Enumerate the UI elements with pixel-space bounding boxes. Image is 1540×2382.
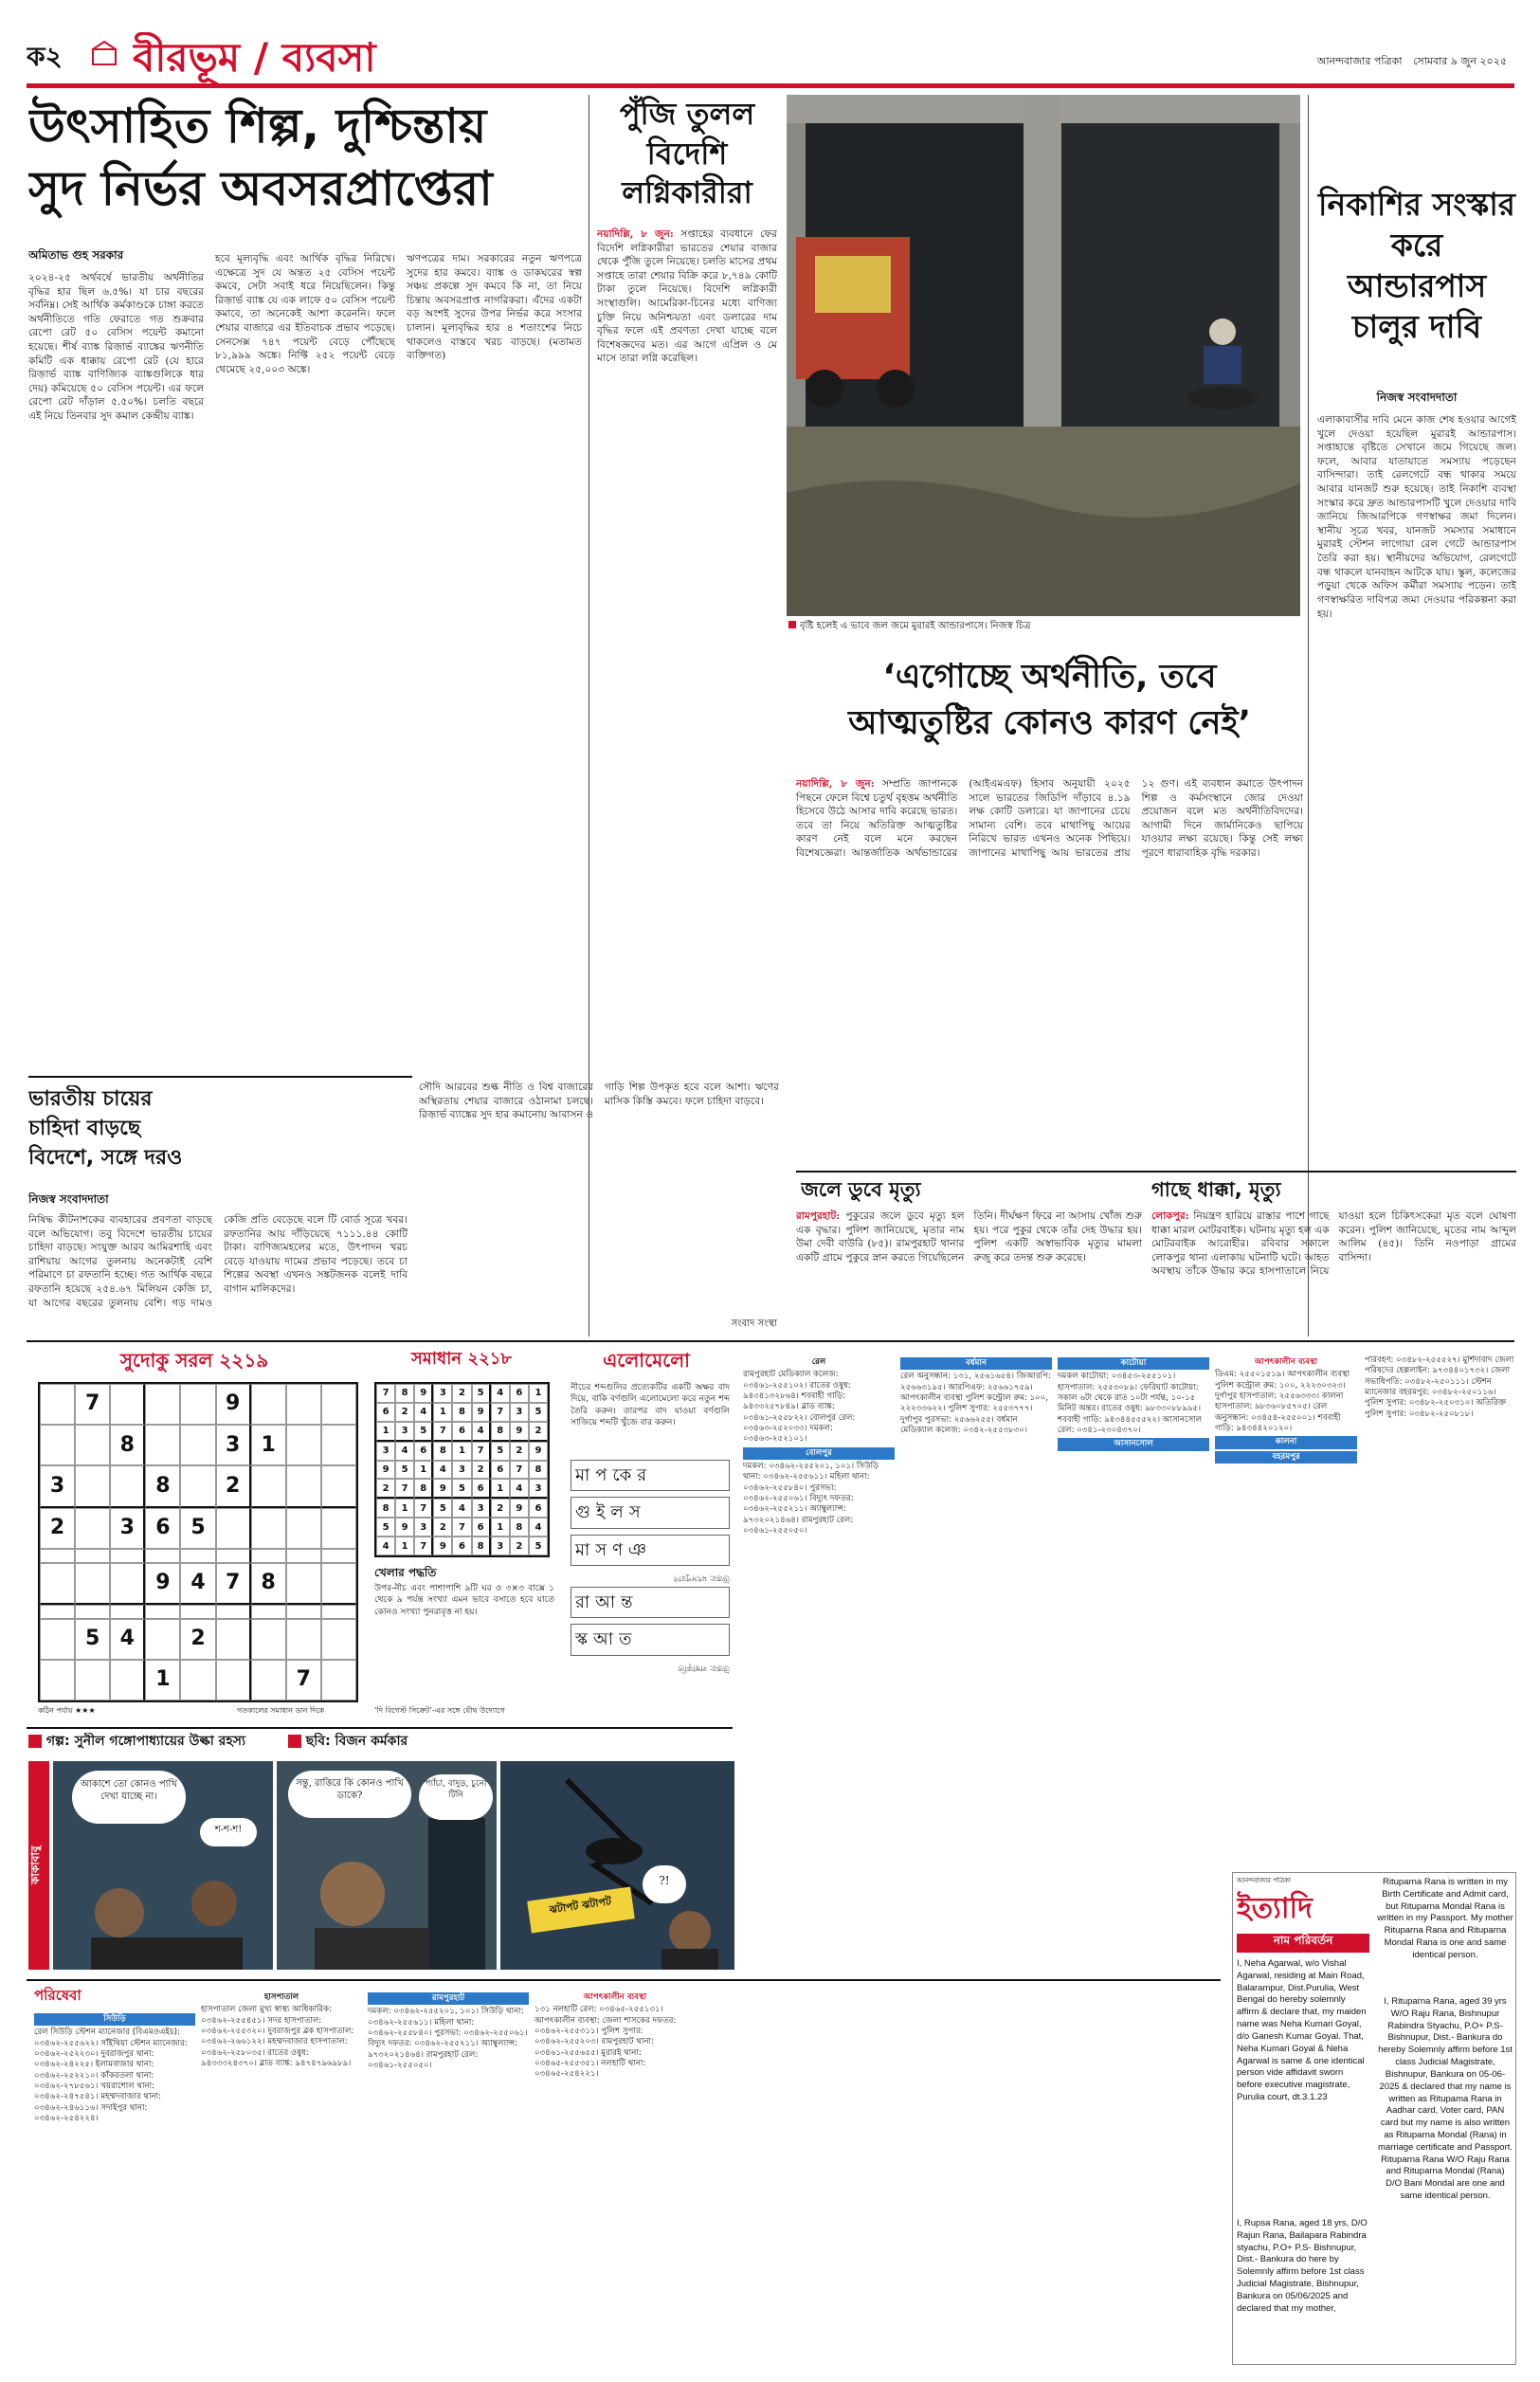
directory-col-b (201, 1991, 362, 2362)
tea-headline-line1: ভারতীয় চায়ের (28, 1087, 153, 1111)
city-header: কালনা (1215, 1436, 1357, 1448)
sudoku-cell[interactable] (40, 1660, 75, 1700)
solution-cell: 9 (433, 1536, 452, 1555)
sudoku-cell[interactable] (321, 1660, 356, 1700)
sudoku-cell[interactable] (110, 1384, 145, 1425)
ad-notice-4: I, Rituparna Rana, aged 39 yrs W/O Raju Rana, Bishnupur Rabindra Styachu, P.O+ P.S- Bishnupur, Dist.- Bankura do hereby Solemnly affirm before 1st class Judicial Magistrate, Bishnupur, Bankura on 05-06-2025 & declared that my name is written as Ritupama Rana in Aadhar card, Voter card, PAN card but my name is also written as Rituparna Mondal (Rana) in marriage certificate and Passport. Rituparna Rana W/O Raju Rana and Rituparna Mondal (Rana) D/O Bani Mondal are one and same identical person. (1377, 1996, 1513, 2201)
solution-cell: 3 (433, 1384, 452, 1403)
solution-cell: 7 (376, 1384, 395, 1403)
sudoku-cell[interactable]: 5 (75, 1619, 110, 1660)
foreign-headline: পুঁজি তুলল বিদেশি লগ্নিকারীরা (619, 96, 755, 211)
solution-cell: 8 (433, 1442, 452, 1461)
sudoku-cell[interactable] (180, 1465, 215, 1507)
drown-body (796, 1209, 1142, 1333)
comic-side-label: কাকাবাবু (28, 1761, 49, 1970)
rules-title: খেলার পদ্ধতি (374, 1566, 437, 1579)
sudoku-cell[interactable] (321, 1508, 356, 1549)
sudoku-cell[interactable] (180, 1425, 215, 1465)
economy-dateline: নয়াদিল্লি, ৮ জুন: (796, 778, 875, 790)
solution-cell: 2 (472, 1461, 491, 1480)
sudoku-cell[interactable]: 2 (216, 1465, 251, 1507)
speech-bubble: ?! (643, 1865, 686, 1903)
sudoku-cell[interactable] (286, 1425, 321, 1465)
sudoku-cell[interactable] (216, 1619, 251, 1660)
sudoku-cell[interactable]: 3 (40, 1465, 75, 1507)
solution-cell: 7 (414, 1499, 433, 1518)
solution-cell: 2 (491, 1499, 510, 1518)
solution-cell: 3 (452, 1461, 471, 1480)
drown-text: পুকুরের জলে ডুবে মৃত্যু হল এক বৃদ্ধার। পুলিশ জানিয়েছে, মৃতার নাম উমা দেবী বাউরি (৮৫)। রামপুরহাট থানার একটি গ্রামে পুকুরে স্নান করতে গিয়েছিলেন তিনি। দীর্ঘক্ষণ ফিরে না আসায় খোঁজ শুরু হয়। পরে পুকুর থেকে তাঁর দেহ উদ্ধার হয়। পুলিশ একটি অস্বাভাবিক মৃত্যুর মামলা রুজু করে তদন্ত শুরু করেছে। (796, 1210, 1142, 1264)
sudoku-cell[interactable]: 3 (110, 1508, 145, 1549)
sudoku-cell[interactable] (286, 1465, 321, 1507)
solution-cell: 1 (491, 1518, 510, 1536)
economy-headline-line2: আত্মতুষ্টির কোনও কারণ নেই’ (848, 704, 1251, 742)
tea-credit: সংবাদ সংস্থা (731, 1318, 777, 1329)
solution-cell: 9 (376, 1461, 395, 1480)
header-rule (27, 83, 1514, 88)
lead-headline-line2: সুদ নির্ভর অবসরপ্রাপ্তেরা (28, 161, 493, 216)
paper-name: আনন্দবাজার পত্রিকা (1316, 55, 1403, 67)
sudoku-cell[interactable] (321, 1549, 356, 1563)
directory-col-d (534, 1991, 696, 2362)
elomelo-instructions: নীচের শব্দগুলির প্রত্যেকটির একটি অক্ষর বাদ দিয়ে, বাকি বর্ণগুলি এলোমেলো করে নতুন শব্দ তৈরি করুন। তারপর বাদ যাওয়া বর্ণগুলি সাজিয়ে শব্দটি খুঁজে বার করুন। (571, 1383, 730, 1428)
ad-paper-name: আনন্দবাজার পত্রিকা (1237, 1877, 1292, 1884)
rbi-body: সৌদি আরবের শুল্ক নীতি ও বিশ্ব বাজারের অস্থিরতায় শেয়ার বাজারে ওঠানামা চলছে। রিজ়ার্ভ ব্যাঙ্কের সুদ হার কমানোয় আবাসন ও গাড়ি শিল্প উপকৃত হবে বলে আশা। ঋণের মাসিক কিস্তি কমবে। ফলে চাহিদা বাড়বে। (419, 1082, 779, 1121)
solution-cell: 8 (529, 1461, 548, 1480)
foreign-dateline: নয়াদিল্লি, ৮ জুন: (597, 228, 674, 240)
solution-cell: 2 (376, 1479, 395, 1499)
sudoku-cell[interactable] (75, 1549, 110, 1563)
tea-rule (28, 1076, 412, 1078)
tea-headline (28, 1085, 232, 1185)
sudoku-cell[interactable]: 8 (145, 1465, 180, 1507)
directory-text: রামপুরহাট মেডিক্যাল কলেজ: ০৩৪৬১-২৫৫১০২। রাতের ওষুধ: ৯৪৩৪১৩২৮৬৪। শববাহী গাড়ি: ৯৪৩৩২৫৭৮৪৯। ব্লাড ব্যাঙ্ক: ০৩৪৬১-২৫৫৮২২। বোলপুর রেল: ০৩৪৬৩-২৫২০৩৩। দমকল: ০৩৪৬৩-২৫২১০১। (743, 1370, 856, 1445)
solution-grid (374, 1382, 550, 1557)
sudoku-cell[interactable] (180, 1660, 215, 1700)
solution-cell: 1 (414, 1461, 433, 1480)
solution-cell: 9 (433, 1479, 452, 1499)
solution-cell: 4 (395, 1442, 414, 1461)
sudoku-cell[interactable] (286, 1605, 321, 1619)
solution-cell: 6 (510, 1384, 529, 1403)
solution-cell: 4 (414, 1403, 433, 1422)
solution-cell: 4 (452, 1499, 471, 1518)
sudoku-cell[interactable]: 8 (110, 1425, 145, 1465)
sudoku-cell[interactable] (286, 1563, 321, 1605)
sudoku-cell[interactable] (286, 1384, 321, 1425)
section-rule (27, 1340, 1514, 1342)
sudoku-cell[interactable] (251, 1384, 286, 1425)
sudoku-cell[interactable]: 7 (286, 1660, 321, 1700)
speech-bubble: প্যাঁচা, বাদুড়, চুনো টিনি (419, 1774, 493, 1820)
sudoku-cell[interactable] (180, 1384, 215, 1425)
sudoku-difficulty: কঠিন পর্যায় ★★★ (38, 1706, 96, 1715)
sound-effect: ঝটাপট ঝটাপট (527, 1887, 635, 1934)
section-label: রেল (811, 1357, 826, 1367)
solution-cell: 6 (472, 1518, 491, 1536)
directory-text: ১৩১ নলহাটি রেল: ০৩৪৬৫-২৫৫১৩১। আপৎকালীন ব্যবস্থা: জেলা শাসকের দফতর: ০৩৪৬২-২৫৫৩১১। পুলিশ সুপার: ০৩৪৬২-২৫৫২০৩। রামপুরহাট থানা: ০৩৪৬১-২৫৫৬৫৫। মুরারই থানা: ০৩৪৬৫-২৫৫৩৫১। নলহাটি থানা: ০৩৪৬৫-২৫৪২২১। (534, 2005, 677, 2080)
solution-cell: 4 (376, 1536, 395, 1555)
solution-cell: 6 (452, 1536, 471, 1555)
sudoku-cell[interactable] (40, 1549, 75, 1563)
sudoku-cell[interactable] (251, 1465, 286, 1507)
page-number: ক২ (27, 41, 63, 72)
sudoku-cell[interactable] (251, 1508, 286, 1549)
solution-cell: 3 (376, 1442, 395, 1461)
solution-cell: 3 (395, 1422, 414, 1442)
tea-headline-line2: চাহিদা বাড়ছে (28, 1116, 141, 1140)
sudoku-grid[interactable] (38, 1382, 358, 1702)
directory-col-e (743, 1355, 895, 2362)
directory-text: হাসপাতাল জেলা মুখ্য স্বাস্থ্য আধিকারিক: ০৩৪৬২-২৫৫৪৫১। সদর হাসপাতাল: ০৩৪৬২-২৫৫৩২০। দুবরাজপুর ব্লক হাসপাতাল: ০৩৪৬২-২৬৬১২২। মহম্মদবাজার হাসপাতাল: ০৩৪৬২-২৫৮০৩৫। রাতের ওষুধ: ৯৪৩৩৩২৪৩৭০। ব্লাড ব্যাঙ্ক: ৯৪৭৪৭৯৬৯৮৯। (201, 2005, 354, 2069)
solution-cell: 6 (376, 1403, 395, 1422)
solution-cell: 8 (491, 1422, 510, 1442)
elomelo-row: রাআন্ত (571, 1587, 730, 1618)
solution-cell: 7 (472, 1442, 491, 1461)
sudoku-credit: ‘দি বিগেস্ট সিক্রেট’-এর সঙ্গে যৌথ উদ্যোগে (374, 1706, 505, 1715)
elomelo-answer: উত্তর: লম্বাকৃতি (678, 1663, 730, 1673)
solution-cell: 6 (472, 1479, 491, 1499)
solution-cell: 5 (376, 1518, 395, 1536)
directory-col-g (1058, 1355, 1209, 2362)
directory-col-c (368, 1991, 529, 2362)
sudoku-cell[interactable] (75, 1563, 110, 1605)
city-header: আসানসোল (1058, 1438, 1209, 1450)
sudoku-cell[interactable] (110, 1660, 145, 1700)
sudoku-cell[interactable] (286, 1549, 321, 1563)
ad-category: নাম পরিবর্তন (1237, 1934, 1369, 1953)
tea-body: নিষিদ্ধ কীটনাশকের ব্যবহারের প্রবণতা বাড়ছে বলে অভিযোগ। তবু বিদেশে ভারতীয় চায়ের চাহিদা বাড়ছে। সংযুক্ত আরব আমিরশাহি এবং রাশিয়ায় আগের তুলনায় অনেকটাই বেশি পরিমাণে চা রফতানি হচ্ছে। গত আর্থিক বছরে রফতানি হয়েছে ২৫৪.৬৭ মিলিয়ন কেজি চা, যা আগের বছরের তুলনায় বেশি। গড় দামও কেজি প্রতি বেড়েছে বলে টি বোর্ড সূত্রে খবর। রফতানির আয় দাঁড়িয়েছে ৭১১১.৪৪ কোটি টাকা। বাণিজ্যমহলের মতে, উৎপাদন খরচ বেড়ে যাওয়ায় দামের প্রভাব পড়েছে। তবে চা শিল্পের অবস্থা এখনও সঙ্কটজনক বলেই দাবি বাগান মালিকদের। (28, 1214, 408, 1309)
solution-cell: 8 (452, 1403, 471, 1422)
sudoku-cell[interactable] (75, 1465, 110, 1507)
sudoku-cell[interactable]: 1 (145, 1660, 180, 1700)
solution-cell: 8 (414, 1479, 433, 1499)
directory-text: ডিএম: ২৫৫০১৫১৯। আপৎকালীন ব্যবস্থা পুলিশ কন্ট্রোল রুম: ১০০, ২২২৩০৩২৩। দুর্গাপুর হাসপাতাল: ২৫৫৬৩৩৩। কালনা হাসপাতাল: ৯৮৩৬০৮৫৭০৫। রেল অনুসন্ধান: ০৩৪৫৪-২৫৫০০১। শববাহী গাড়ি: ৯৪৩৪৪২০১২০। (1215, 1370, 1350, 1434)
lead-column-2: হবে মূল্যবৃদ্ধি এবং আর্থিক বৃদ্ধির নিরিখে। এক্ষেত্রে সুদ যে অন্তত ২৫ বেসিস পয়েন্ট কমবে, সেটা সবাই ধরে নিয়েছিলেন। কিন্তু রিজ়ার্ভ ব্যাঙ্ক যে এক লাফে ৫০ বেসিস পয়েন্ট কমাবে, তা অনেকেই আশা করেননি। ফলে শেয়ার বাজারে এর ইতিবাচক প্রভাব পড়েছে। সেনসেক্স ৭৪৭ পয়েন্ট বেড়ে পৌঁছেছে ৮১,৯৯৯ অঙ্কে। নিফ্টি ২৫২ পয়েন্ট বেড়ে থেমেছে ২৫,০০৩ অঙ্কে। (215, 253, 395, 375)
solution-cell: 5 (452, 1479, 471, 1499)
solution-cell: 6 (452, 1422, 471, 1442)
sudoku-cell[interactable] (216, 1660, 251, 1700)
solution-cell: 7 (452, 1518, 471, 1536)
elomelo-row: গুইলস (571, 1497, 730, 1528)
paper-emblem-icon (87, 38, 125, 78)
directory-text: পরিবহণ: ০৩৪৮২-২৫৫৫২৭। মুর্শিদাবাদ জেলা পরিষদের হেল্পলাইন: ৯৭৩৪৪০১৭৩২। জেলা সভাধিপতি: ০৩৪৮২-২৫০১১১। স্টেশন ম্যানেজার বহরমপুর: ০৩৪৮২-২৫০১১৬। পুলিশ সুপার: ০৩৪৮২-২৫০৩১০। অতিরিক্ত পুলিশ সুপার: ০৩৪৮২-২৫০৮১৮। (1365, 1355, 1514, 1419)
sudoku-cell[interactable] (321, 1605, 356, 1619)
section-label: হাসপাতাল (263, 1992, 299, 2002)
solution-cell: 6 (491, 1461, 510, 1480)
solution-cell: 5 (529, 1536, 548, 1555)
sudoku-cell[interactable]: 8 (251, 1563, 286, 1605)
solution-cell: 3 (491, 1536, 510, 1555)
drown-headline: জলে ডুবে মৃত্যু (801, 1178, 921, 1201)
solution-title: সমাধান ২২১৮ (410, 1349, 513, 1369)
solution-cell: 9 (414, 1384, 433, 1403)
ad-notice-1: I, Neha Agarwal, w/o Vishal Agarwal, residing at Main Road, Balarampur, Dist.Purulia, West Bengal do hereby solemnly affirm & declare that, my maiden name was Neha Kumari Goyal, d/o Ganesh Kumar Goyal. That, Neha Kumari Goyal & Neha Agarwal is same & one identical person vide affidavit sworn before executive magistrate, Purulia court, dt.3.1.23 (1237, 1958, 1367, 2102)
lead-column-1: ২০২৪-২৫ অর্থবর্ষে ভারতীয় অর্থনীতির বৃদ্ধির হার ছিল ৬.৫%। যা চার বছরের সর্বনিম্ন। সেই আর্থিক কর্মকাণ্ডকে চাঙ্গা করতে অর্থনীতিতে গতি ফেরাতে গত শুক্রবার রেপো রেট ৫০ বেসিস পয়েন্ট কমানো হয়েছে। শীর্ষ ব্যাঙ্ক রিজ়ার্ভ ব্যাঙ্কের ঋণনীতি কমিটি এক ধাক্কায় রেপো রেট (যে হারে রিজ়ার্ভ ব্যাঙ্ক বাণিজ্যিক ব্যাঙ্কগুলিকে ধার দেয়) কমিয়েছে ৫০ বেসিস পয়েন্ট। এর ফলে রেপো রেট দাঁড়াল ৫.৫০%। চলতি বছরে এই নিয়ে তিনবার সুদ কমাল কেন্দ্রীয় ব্যাঙ্ক। (28, 272, 204, 423)
issue-date: সোমবার ৯ জুন ২০২৫ (1412, 55, 1507, 67)
sudoku-cell[interactable] (110, 1605, 145, 1619)
directory-col-a (34, 2011, 195, 2362)
column-divider (1308, 95, 1309, 1336)
classified-ad (1232, 1872, 1516, 2365)
sudoku-cell[interactable] (251, 1549, 286, 1563)
sudoku-cell[interactable]: 4 (110, 1619, 145, 1660)
sudoku-cell[interactable] (216, 1549, 251, 1563)
solution-cell: 2 (529, 1422, 548, 1442)
sudoku-cell[interactable] (216, 1605, 251, 1619)
sudoku-cell[interactable]: 7 (216, 1563, 251, 1605)
directory-text: দমকল: ০৩৪৬২-২৫৫২০১, ১০১। সিউড়ি থানা: ০৩৪৬২-২৫৫৬১১। মহিলা থানা: ০৩৪৬২-২৫৫৮৪০। পুরসভা: ০৩৪৬২-২৫৫০৬১। বিদ্যুৎ দফতর: ০৩৪৬২-২৫৫২১১। অ্যাম্বুল্যান্স: ৯৭৩২০২১৪৬৪। রামপুরহাট রেল: ০৩৪৬১-২৫৫০৫০। (368, 2007, 528, 2071)
solution-cell: 5 (395, 1461, 414, 1480)
solution-cell: 3 (529, 1479, 548, 1499)
sudoku-cell[interactable] (40, 1563, 75, 1605)
city-header: বর্ধমান (900, 1357, 1052, 1370)
sudoku-cell[interactable] (110, 1563, 145, 1605)
solution-cell: 4 (433, 1461, 452, 1480)
economy-headline-line1: ‘এগোচ্ছে অর্থনীতি, তবে (882, 658, 1217, 696)
sudoku-cell[interactable] (286, 1619, 321, 1660)
solution-cell: 2 (510, 1536, 529, 1555)
lead-headline (28, 95, 578, 237)
solution-cell: 7 (433, 1422, 452, 1442)
solution-cell: 9 (510, 1499, 529, 1518)
solution-cell: 6 (414, 1442, 433, 1461)
elomelo-title: এলোমেলো (603, 1349, 690, 1372)
solution-cell: 7 (510, 1461, 529, 1480)
directory-text: দমকল কাটোয়া: ০৩৪৫৩-২৫৫১০১। হাসপাতাল: ২৫৫৩০৮৯। ফেরিঘাট কাটোয়া: সকাল ৬টা থেকে রাত ১০টা পর্যন্ত, ১০-১৫ মিনিট অন্তর। রাতের ওষুধ: ৯৮৩৩০৮৮৯৯৫। শববাহী গাড়ি: ৯৪৩৪৪৫৫৫২২। আসানসোল রেল: ০৩৪১-২৩০৪৩৭০। (1058, 1372, 1203, 1436)
sudoku-cell[interactable] (145, 1605, 180, 1619)
comic-panel-2 (277, 1761, 497, 1970)
solution-cell: 5 (472, 1384, 491, 1403)
solution-cell: 6 (529, 1499, 548, 1518)
underpass-body: এলাকাবাসীর দাবি মেনে কাজ শেষ হওয়ার আগেই খুলে দেওয়া হয়েছিল মুরারই আন্ডারপাস। সপ্তাহান্তে বৃষ্টিতে সেখানে জমে গিয়েছে জল। ফলে, আবার যাতায়াতে সমস্যায় পড়েছেন বাসিন্দারা। তাই রেলগেটে বন্ধ থাকার সময়ে আবার যানজট শুরু হয়েছে। তাই নিকাশি ব্যবস্থা সংস্কার করে দ্রুত আন্ডারপাসটি খুলে দেওয়ার দাবি জানিয়ে জিআরপিকে গণস্বাক্ষর জমা দিলেন। স্থানীয় সূত্রে খবর, যানজট সমস্যার সমাধানে মুরারই স্টেশন লাগোয়া রেল গেটে আন্ডারপাস তৈরি করা হয়। স্থানীয়দের অভিযোগ, রেলগেটে বন্ধ থাকলে যানবাহন আটকে যায়। স্কুল, কলেজের পড়ুয়া থেকে অফিস কর্মীরা সমস্যায় পড়েন। তাই গণস্বাক্ষরিত দাবিপত্র জমা দেওয়ার পরিকল্পনা করা হয়। (1317, 414, 1516, 620)
city-header: রামপুরহাট (368, 1992, 529, 2005)
directory-title: পরিষেবা (34, 1987, 82, 2004)
solution-cell: 2 (433, 1518, 452, 1536)
solution-cell: 3 (414, 1518, 433, 1536)
lead-column-3: ঋণপত্রের দাম। সরকারের নতুন ঋণপত্রে সুদের হার কমবে। ব্যাঙ্ক ও ডাকঘরের স্বল্প সঞ্চয় প্রকল্পে সুদ কমবে কি না, তা নিয়ে চিন্তায় অবসরপ্রাপ্ত নাগরিকরা। এঁদের একটা বড় অংশই সুদের উপর নির্ভর করে সংসার চালান। মূল্যবৃদ্ধির হার ৪ শতাংশের নিচে থাকলেও বাস্তবে খরচ বাড়ছে। (মতামত ব্যক্তিগত) (407, 253, 582, 362)
underpass-headline: নিকাশির সংস্কার করে আন্ডারপাস চালুর দাবি (1318, 186, 1515, 345)
elomelo-answer: উত্তর: মৎসপুরাণ (673, 1573, 730, 1583)
speech-bubble: আকাশে তো কোনও পাখি দেখা যাচ্ছে না। (72, 1771, 186, 1824)
sudoku-cell[interactable] (251, 1605, 286, 1619)
photo-caption (788, 620, 1300, 637)
ad-notice-3: Rituparna Rana is written in my Birth Certificate and Admit card, but Rituparna Mondal Rana is written in my Passport. My mother Rituparna Rana and Rituparna Mondal Rana is one and same identical person. (1377, 1877, 1513, 1960)
sudoku-cell[interactable] (216, 1508, 251, 1549)
underpass-photo (787, 95, 1300, 616)
tree-text: নিয়ন্ত্রণ হারিয়ে রাস্তার পাশে গাছে ধাক্কা মারল মোটরবাইক। ঘটনায় মৃত্যু হল এক মোটরবাইক আরোহীর। রবিবার সকালে লোকপুর থানা এলাকায় ঘটনাটি ঘটে। আহত অবস্থায় তাঁকে উদ্ধার করে হাসপাতালে নিয়ে যাওয়া হলে চিকিৎসকেরা মৃত বলে ঘোষণা করেন। পুলিশ জানিয়েছে, মৃতের নাম আব্দুল আলিম (৪৫)। তিনি নওপাড়া গ্রামের বাসিন্দা। (1151, 1210, 1516, 1278)
ad-notice-2: I, Rupsa Rana, aged 18 yrs, D/O Rajun Rana, Bailapara Rabindra styachu, P.O+ P.S- Bishnupur, Dist.- Bankura do here by Solemnly affirm before 1st class Judicial Magistrate, Bishnupur, Bankura on 05/06/2025 and declared that my mother, (1237, 2218, 1368, 2314)
solution-cell: 7 (491, 1403, 510, 1422)
solution-cell: 9 (472, 1403, 491, 1422)
solution-cell: 7 (395, 1479, 414, 1499)
sudoku-cell[interactable] (40, 1425, 75, 1465)
section-title: বীরভূম / ব্যবসা (133, 34, 376, 81)
sudoku-cell[interactable] (75, 1605, 110, 1619)
solution-cell: 7 (414, 1536, 433, 1555)
elomelo-puzzle (571, 1460, 730, 1687)
directory-text: দমকল: ০৩৪৬২-২৫৫২০১, ১০১। সিউড়ি থানা: ০৩৪৬২-২৫৫৬১১। মহিলা থানা: ০৩৪৬২-২৫৫৮৪০। পুরসভা: ০৩৪৬২-২৫৫০৬১। বিদ্যুৎ দফতর: ০৩৪৬২-২৫৫২১১। অ্যাম্বুল্যান্স: ৯৭৩২০২১৪৬৪। রামপুরহাট রেল: ০৩৪৬১-২৫৫০৫০। (743, 1462, 879, 1536)
solution-cell: 1 (395, 1536, 414, 1555)
lead-byline: অমিতাভ গুহ সরকার (28, 248, 124, 262)
city-header: কাটোয়া (1058, 1357, 1209, 1370)
sudoku-cell[interactable]: 5 (180, 1508, 215, 1549)
solution-cell: 3 (510, 1403, 529, 1422)
tea-headline-line3: বিদেশে, সঙ্গে দরও (28, 1145, 183, 1170)
solution-cell: 8 (472, 1536, 491, 1555)
solution-cell: 9 (529, 1442, 548, 1461)
sudoku-cell[interactable]: 2 (180, 1619, 215, 1660)
sudoku-cell[interactable] (321, 1465, 356, 1507)
directory-col-f (900, 1355, 1052, 2362)
comic-panel-1 (53, 1761, 273, 1970)
economy-body (796, 777, 1303, 1166)
sudoku-cell[interactable] (145, 1619, 180, 1660)
city-header: সিউড়ি (34, 2013, 195, 2026)
sudoku-cell[interactable] (145, 1384, 180, 1425)
sudoku-cell[interactable] (251, 1619, 286, 1660)
solution-cell: 4 (529, 1518, 548, 1536)
tree-headline: গাছে ধাক্কা, মৃত্যু (1151, 1178, 1281, 1201)
solution-cell: 8 (395, 1384, 414, 1403)
tea-byline: নিজস্ব সংবাদদাতা (28, 1192, 109, 1206)
sudoku-cell[interactable]: 9 (145, 1563, 180, 1605)
sudoku-cell[interactable] (145, 1425, 180, 1465)
speech-bubble: শ-শ-শ! (200, 1818, 257, 1846)
city-header: বহরমপুর (1215, 1451, 1357, 1464)
solution-cell: 1 (529, 1384, 548, 1403)
sudoku-cell[interactable] (75, 1508, 110, 1549)
sudoku-cell[interactable] (321, 1619, 356, 1660)
masthead-info (1260, 55, 1507, 76)
solution-cell: 9 (510, 1422, 529, 1442)
comic-marker-icon (288, 1735, 301, 1748)
underpass-byline: নিজস্ব সংবাদদাতা (1376, 391, 1458, 404)
solution-cell: 9 (395, 1518, 414, 1536)
sudoku-cell[interactable] (110, 1549, 145, 1563)
ad-brand: ইত্যাদি (1237, 1892, 1313, 1925)
elomelo-row: মাসণঞ (571, 1535, 730, 1566)
sudoku-cell[interactable] (40, 1384, 75, 1425)
sudoku-cell[interactable] (321, 1425, 356, 1465)
sudoku-cell[interactable] (75, 1425, 110, 1465)
sudoku-cell[interactable] (180, 1549, 215, 1563)
solution-cell: 4 (491, 1384, 510, 1403)
solution-cell: 2 (510, 1442, 529, 1461)
comic-artist: ছবি: বিজন কর্মকার (305, 1734, 408, 1749)
brief-rule (796, 1171, 1516, 1173)
sudoku-cell[interactable]: 3 (216, 1425, 251, 1465)
comic-panel-3 (500, 1761, 734, 1970)
sudoku-cell[interactable]: 6 (145, 1508, 180, 1549)
solution-cell: 5 (529, 1403, 548, 1422)
sudoku-cell[interactable]: 2 (40, 1508, 75, 1549)
sudoku-cell[interactable]: 1 (251, 1425, 286, 1465)
elomelo-row: মাপকের (571, 1460, 730, 1491)
solution-cell: 1 (491, 1479, 510, 1499)
speech-bubble: সন্তু, রাত্তিরে কি কোনও পাখি ডাকে? (288, 1771, 411, 1818)
solution-cell: 1 (376, 1422, 395, 1442)
sudoku-cell[interactable] (40, 1619, 75, 1660)
solution-cell: 4 (510, 1479, 529, 1499)
economy-text: সম্প্রতি জাপানকে পিছনে ফেলে বিশ্বে চতুর্থ বৃহত্তম অর্থনীতি হিসেবে উঠে আসার দাবি করেছে ভারত। তবে তা নিয়ে অতিরিক্ত আত্মতুষ্টির কারণ নেই বলে মনে করছেন বিশেষজ্ঞেরা। আন্তর্জাতিক অর্থভান্ডারের (আইএমএফ) হিসাব অনুযায়ী ২০২৫ সালে ভারতের জিডিপি দাঁড়াবে ৪.১৯ লক্ষ কোটি ডলারে। যা জাপানের চেয়ে সামান্য বেশি। তবে মাথাপিছু আয়ের নিরিখে ভারত এখনও অনেক পিছিয়ে। জাপানের মাথাপিছু আয় ভারতের প্রায় ১২ গুণ। এই ব্যবধান কমাতে উৎপাদন শিল্প ও কর্মসংস্থানে জোর দেওয়া প্রয়োজন বলে মত অর্থনীতিবিদদের। আগামী দিনে জার্মানিকেও ছাপিয়ে যাওয়ার লক্ষ্য রয়েছে। কিন্তু সেই লক্ষ্য পূরণে ধারাবাহিক বৃদ্ধি দরকার। (796, 778, 1303, 860)
solution-cell: 5 (433, 1499, 452, 1518)
sudoku-cell[interactable]: 7 (75, 1384, 110, 1425)
solution-cell: 8 (376, 1499, 395, 1518)
sudoku-cell[interactable] (75, 1660, 110, 1700)
comic-title-bar (28, 1733, 734, 1755)
directory-col-i (1365, 1355, 1516, 1867)
photo-caption-text: বৃষ্টি হলেই এ ভাবে জল জমে মুরারই আন্ডারপাসে। নিজস্ব চিত্র (800, 621, 1031, 631)
foreign-text: সপ্তাহের ব্যবধানে ফের বিদেশি লগ্নিকারীরা ভারতের শেয়ার বাজার থেকে পুঁজি তুলে নিয়েছে। চলতি মাসের প্রথম সপ্তাহে তারা শেয়ার বিক্রি করে ৮,৭৪৯ কোটি টাকা তুলে নিয়েছে। বিদেশি লগ্নিকারী সংস্থাগুলি। আমেরিকা-চিনের মধ্যে বাণিজ্য চুক্তি নিয়ে অনিশ্চয়তা এবং ডলারের দাম বৃদ্ধির ফলে এই প্রবণতা দেখা যাচ্ছে বলে বিশেষজ্ঞদের মত। এর আগে এপ্রিল ও মে মাসে তারা লগ্নি করেছিল। (597, 228, 777, 365)
economy-headline (796, 654, 1303, 768)
drown-dateline: রামপুরহাট: (796, 1210, 841, 1222)
comic-strip (28, 1761, 734, 1970)
solution-cell: 1 (395, 1499, 414, 1518)
directory-text: রেল অনুসন্ধান: ১৩১, ২৫৬১৬৫৪। জিআরপি: ২৫৬৬৩১৯৫। আরপিএফ: ২৫৬৬১৭৫৯। আপৎকালীন ব্যবস্থা পুলিশ কন্ট্রোল রুম: ১০০, ২২২৩৩৬২২। পুলিশ সুপার: ২৫৫৩৭৭৭। দুর্গাপুর পুরসভা: ২৫৬৬২৫৫। বর্ধমান মেডিক্যাল কলেজ: ০৩৪২-২৫৫৩৮৩০। (900, 1372, 1051, 1436)
sudoku-cell[interactable] (251, 1660, 286, 1700)
tree-dateline: লোকপুর: (1151, 1210, 1189, 1222)
caption-marker-icon (788, 621, 796, 628)
comic-marker-icon (28, 1735, 42, 1748)
solution-cell: 3 (472, 1499, 491, 1518)
sudoku-cell[interactable] (286, 1508, 321, 1549)
tree-body (1151, 1209, 1516, 1333)
solution-cell: 4 (472, 1422, 491, 1442)
solution-cell: 2 (452, 1384, 471, 1403)
comic-rule (27, 1727, 733, 1729)
solution-cell: 1 (452, 1442, 471, 1461)
sudoku-cell[interactable] (321, 1384, 356, 1425)
sudoku-title: সুদোকু সরল ২২১৯ (119, 1349, 269, 1372)
section-label: আপৎকালীন ব্যবস্থা (1254, 1357, 1318, 1367)
sudoku-cell[interactable] (145, 1549, 180, 1563)
solution-cell: 5 (491, 1442, 510, 1461)
rules-text: উপর-নীচ এবং পাশাপাশি ৯টি ঘর ও ৩×৩ বাক্সে ১ থেকে ৯ পর্যন্ত সংখ্যা এমন ভাবে বসাতে হবে যাতে কোনও সংখ্যা পুনরাবৃত্ত না হয়। (374, 1584, 554, 1617)
sudoku-cell[interactable]: 9 (216, 1384, 251, 1425)
city-header: বোলপুর (743, 1447, 895, 1460)
solution-cell: 8 (510, 1518, 529, 1536)
sudoku-cell[interactable] (110, 1465, 145, 1507)
solution-cell: 1 (433, 1403, 452, 1422)
directory-text: রেল সিউড়ি স্টেশন ম্যানেজার (বিএমওএইচ): ০৩৪৬২-২৫৫৬২২। সাঁইথিয়া স্টেশন ম্যানেজার: ০৩৪৬২-২৫২২৩০। দুবরাজপুর থানা: ০৩৪৬২-২৪২২৫। ইলামবাজার থানা: ০৩৪৬২-২৫২২১০। কাঁকরতলা থানা: ০৩৪৬২-২৭৮৫৬১। খয়রাশোল থানা: ০৩৪৬২-২৪৭৫৪১। মহম্মদবাজার থানা: ০৩৪৬২-২৪৬১১৬। সদাইপুর থানা: ০৩৪৬২-২৫৪২২৪। (34, 2027, 188, 2124)
sudoku-cell[interactable]: 4 (180, 1563, 215, 1605)
comic-title: গল্প: সুনীল গঙ্গোপাধ্যায়ের উল্কা রহস্য (45, 1734, 246, 1749)
elomelo-row: স্কআত (571, 1624, 730, 1655)
sudoku-cell[interactable] (180, 1605, 215, 1619)
sudoku-cell[interactable] (40, 1605, 75, 1619)
lead-headline-line1: উৎসাহিত শিল্প, দুশ্চিন্তায় (28, 99, 487, 154)
solution-cell: 2 (395, 1403, 414, 1422)
sudoku-cell[interactable] (321, 1563, 356, 1605)
section-label: আপৎকালীন ব্যবস্থা (583, 1992, 647, 2002)
solution-cell: 5 (414, 1422, 433, 1442)
sudoku-note: গতকালের সমাধান ডান দিকে (237, 1706, 325, 1715)
